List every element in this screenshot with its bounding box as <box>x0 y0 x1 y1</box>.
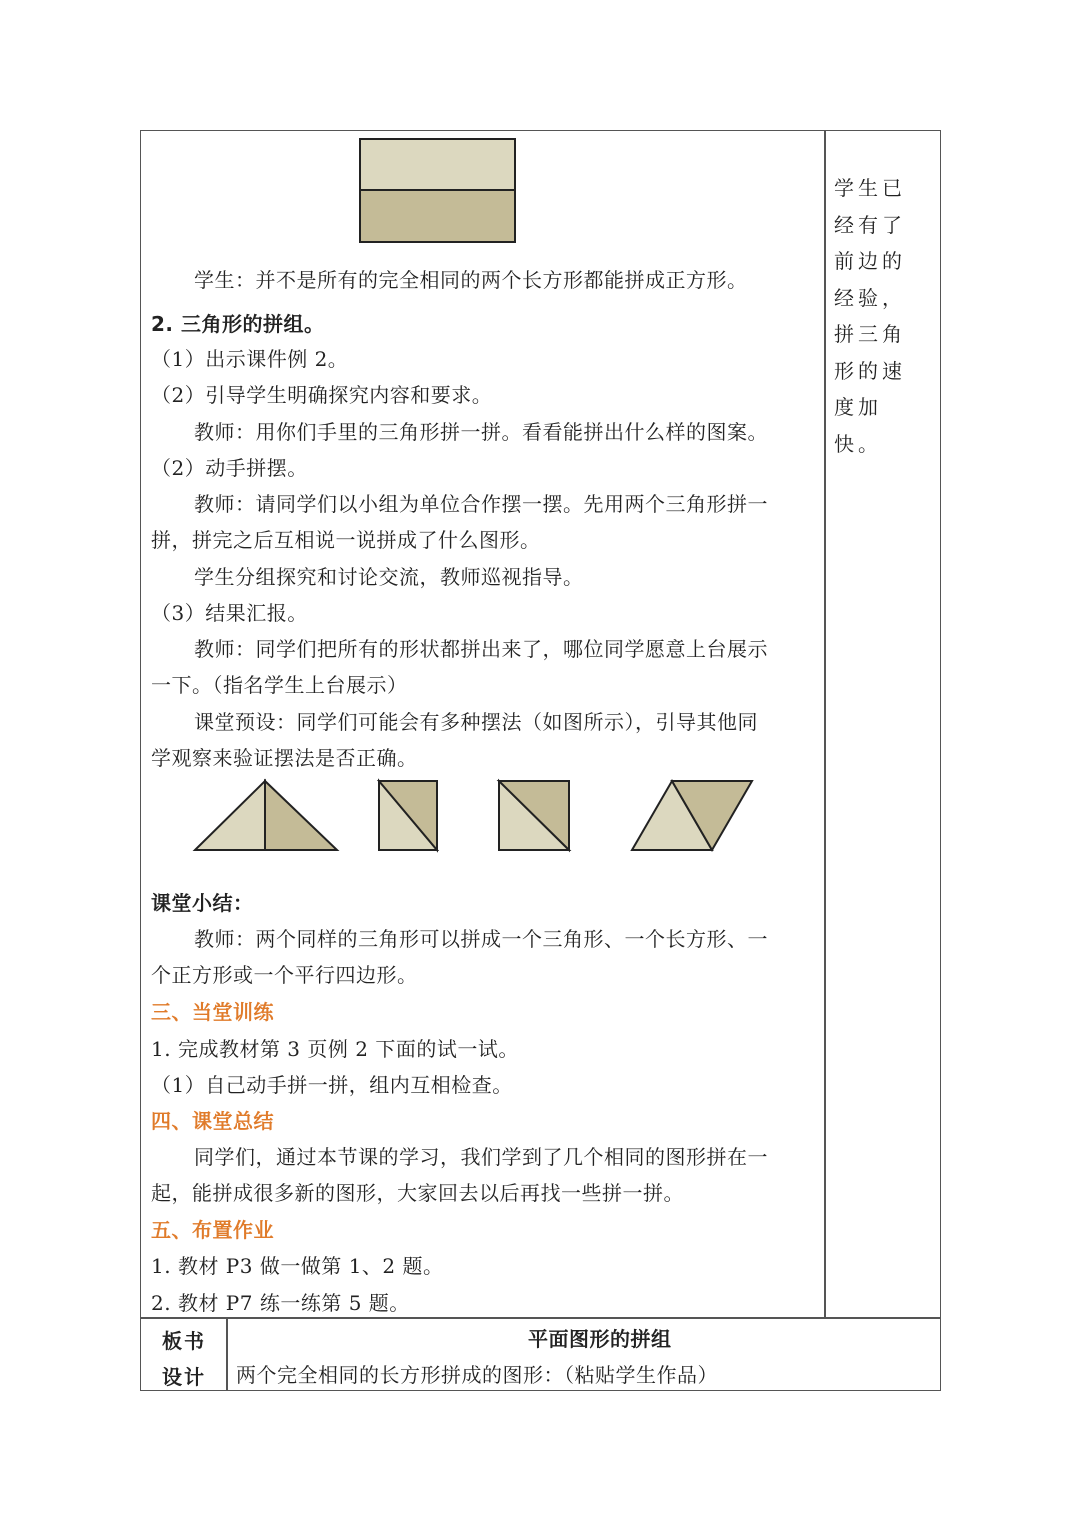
step-2b: （2）动手拼摆。 <box>151 456 308 480</box>
class-preset-line1: 课堂预设：同学们可能会有多种摆法（如图所示），引导其他同 <box>194 710 758 734</box>
students-group-work: 学生分组探究和讨论交流，教师巡视指导。 <box>194 565 584 589</box>
teacher-instruction-2-line1: 教师：请同学们以小组为单位合作摆一摆。先用两个三角形拼一 <box>194 492 768 516</box>
bottom-rectangle <box>360 190 515 242</box>
step-2: （2）引导学生明确探究内容和要求。 <box>151 383 493 407</box>
top-rectangle <box>360 139 515 190</box>
board-design-content: 两个完全相同的长方形拼成的图形：（粘贴学生作品） <box>236 1363 718 1387</box>
stacked-rectangles-figure <box>358 137 518 245</box>
column-divider-notes <box>824 130 826 1318</box>
section-three-heading: 三、当堂训练 <box>151 1000 274 1024</box>
section-2-heading: 2. 三角形的拼组。 <box>151 312 325 336</box>
teacher-instruction-3-line2: 一下。（指名学生上台展示） <box>151 673 408 697</box>
board-design-label-line1: 板书 <box>162 1329 206 1353</box>
class-preset-line2: 学观察来验证摆法是否正确。 <box>151 746 418 770</box>
section-four-heading: 四、课堂总结 <box>151 1109 274 1133</box>
board-design-label-line2: 设计 <box>162 1365 206 1389</box>
class-summary-line1: 教师：两个同样的三角形可以拼成一个三角形、一个长方形、一 <box>194 927 768 951</box>
teacher-instruction-3-line1: 教师：同学们把所有的形状都拼出来了，哪位同学愿意上台展示 <box>194 637 768 661</box>
teacher-instruction-2-line2: 拼，拼完之后互相说一说拼成了什么图形。 <box>151 528 541 552</box>
class-summary-heading: 课堂小结： <box>151 891 254 915</box>
step-1: （1）出示课件例 2。 <box>151 347 349 371</box>
homework-item-1: 1. 教材 P3 做一做第 1、2 题。 <box>151 1254 444 1278</box>
homework-item-2: 2. 教材 P7 练一练第 5 题。 <box>151 1291 410 1315</box>
board-design-title: 平面图形的拼组 <box>528 1327 672 1351</box>
student-rectangle-statement: 学生：并不是所有的完全相同的两个长方形都能拼成正方形。 <box>194 268 748 292</box>
conclusion-line1: 同学们，通过本节课的学习，我们学到了几个相同的图形拼在一 <box>194 1145 768 1169</box>
step-3: （3）结果汇报。 <box>151 601 308 625</box>
teacher-instruction-1: 教师：用你们手里的三角形拼一拼。看看能拼出什么样的图案。 <box>194 420 768 444</box>
triangle-arrangements-figure <box>190 776 760 856</box>
design-intent-note: 学生已经有了前边的经验，拼三角形的速度加快。 <box>834 176 906 456</box>
practice-item-1: 1. 完成教材第 3 页例 2 下面的试一试。 <box>151 1037 519 1061</box>
big-triangle-right-half <box>265 781 337 850</box>
column-divider-board <box>226 1317 228 1391</box>
class-summary-line2: 个正方形或一个平行四边形。 <box>151 963 418 987</box>
big-triangle-left-half <box>195 781 265 850</box>
practice-item-1a: （1）自己动手拼一拼，组内互相检查。 <box>151 1073 513 1097</box>
conclusion-line2: 起，能拼成很多新的图形，大家回去以后再找一些拼一拼。 <box>151 1181 684 1205</box>
section-five-heading: 五、布置作业 <box>151 1218 274 1242</box>
